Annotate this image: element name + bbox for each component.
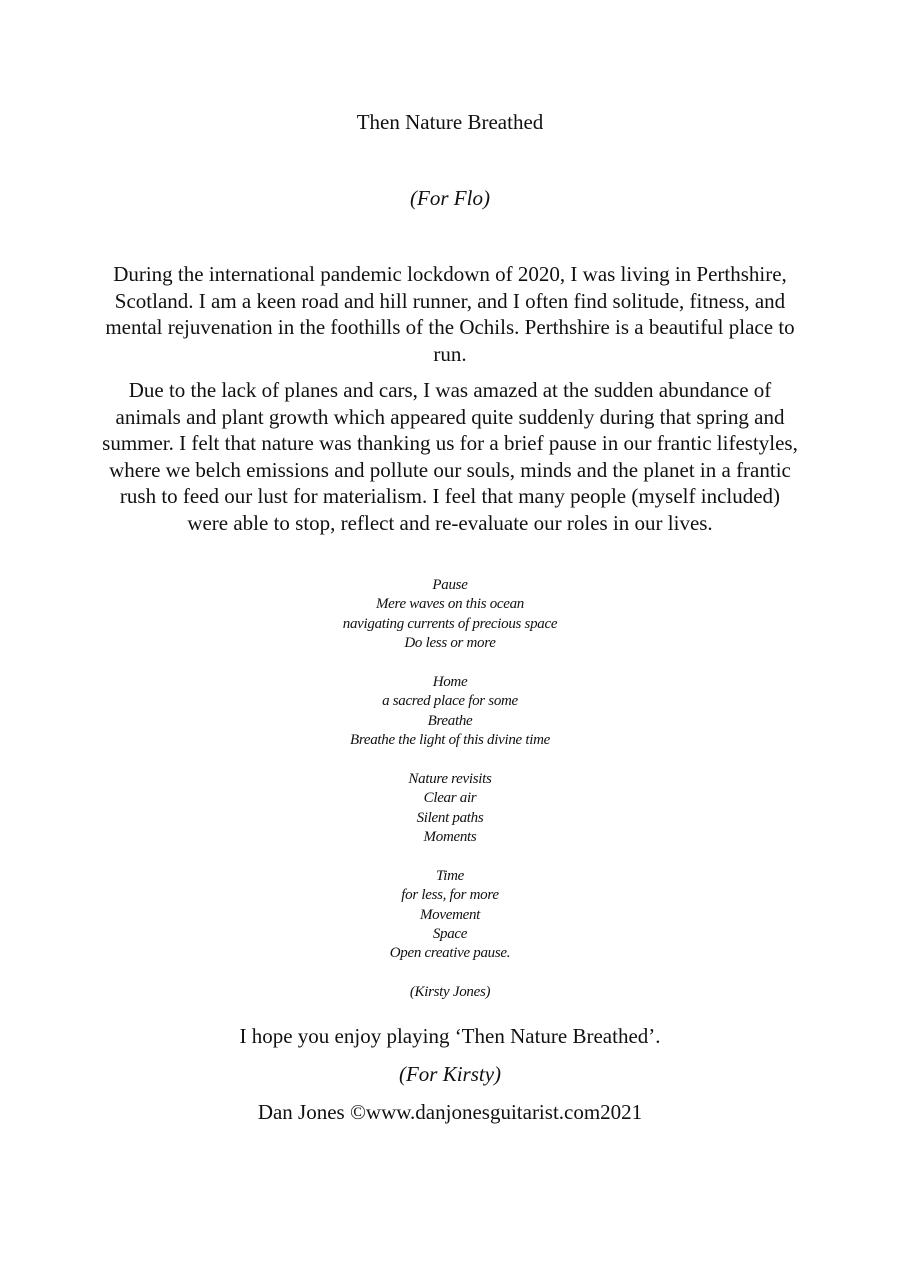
poem-line: Breathe <box>427 712 473 729</box>
poem-stanza <box>0 673 900 751</box>
poem-line: a sacred place for some <box>382 693 518 710</box>
poem-stanza <box>0 867 900 964</box>
poem-line: navigating currents of precious space <box>342 615 558 632</box>
poem-line: Moments <box>423 829 477 846</box>
enjoy-line: I hope you enjoy playing ‘Then Nature Breathed’. <box>239 1024 661 1048</box>
intro-paragraph: During the international pandemic lockdown of 2020, I was living in Perthshire, Scotland. I am a keen road and hill runner, and I often find solitude, fitness, and mental rejuvenation in the foothills of the Ochils. Perthshire is a beautiful place to run. <box>105 262 795 366</box>
intro-paragraph: Due to the lack of planes and cars, I was amazed at the sudden abundance of animals and plant growth which appeared quite suddenly during that spring and summer. I felt that nature was thanking us for a brief pause in our frantic lifestyles, where we belch emissions and pollute our souls, minds and the planet in a frantic rush to feed our lust for materialism. I feel that many people (myself included) were able to stop, reflect and re-evaluate our roles in our lives. <box>102 378 798 535</box>
poem <box>0 576 900 1003</box>
closing-dedication: (For Kirsty) <box>398 1062 502 1086</box>
poem-line: Pause <box>432 577 468 593</box>
poem-line: Time <box>436 867 464 884</box>
poem-line: Open creative pause. <box>389 945 511 962</box>
document-title: Then Nature Breathed <box>356 110 544 134</box>
dedication: (For Flo) <box>410 186 490 210</box>
poem-stanza <box>0 576 900 654</box>
poem-line: Space <box>432 926 468 943</box>
copyright-line: Dan Jones ©www.danjonesguitarist.com2021 <box>257 1100 643 1124</box>
poem-line: Nature revisits <box>408 770 492 787</box>
poem-line: for less, for more <box>401 887 499 904</box>
closing-section <box>0 1022 900 1136</box>
poem-stanza <box>0 770 900 848</box>
poem-line: Silent paths <box>416 809 484 826</box>
poem-line: Mere waves on this ocean <box>375 596 525 613</box>
poem-line: Do less or more <box>404 635 496 652</box>
poem-line: Movement <box>419 906 481 923</box>
poem-author: (Kirsty Jones) <box>409 984 491 1001</box>
poem-line: Breathe the light of this divine time <box>350 732 550 749</box>
intro-text <box>100 261 800 546</box>
poem-line: Home <box>432 673 468 690</box>
poem-line: Clear air <box>423 790 477 807</box>
